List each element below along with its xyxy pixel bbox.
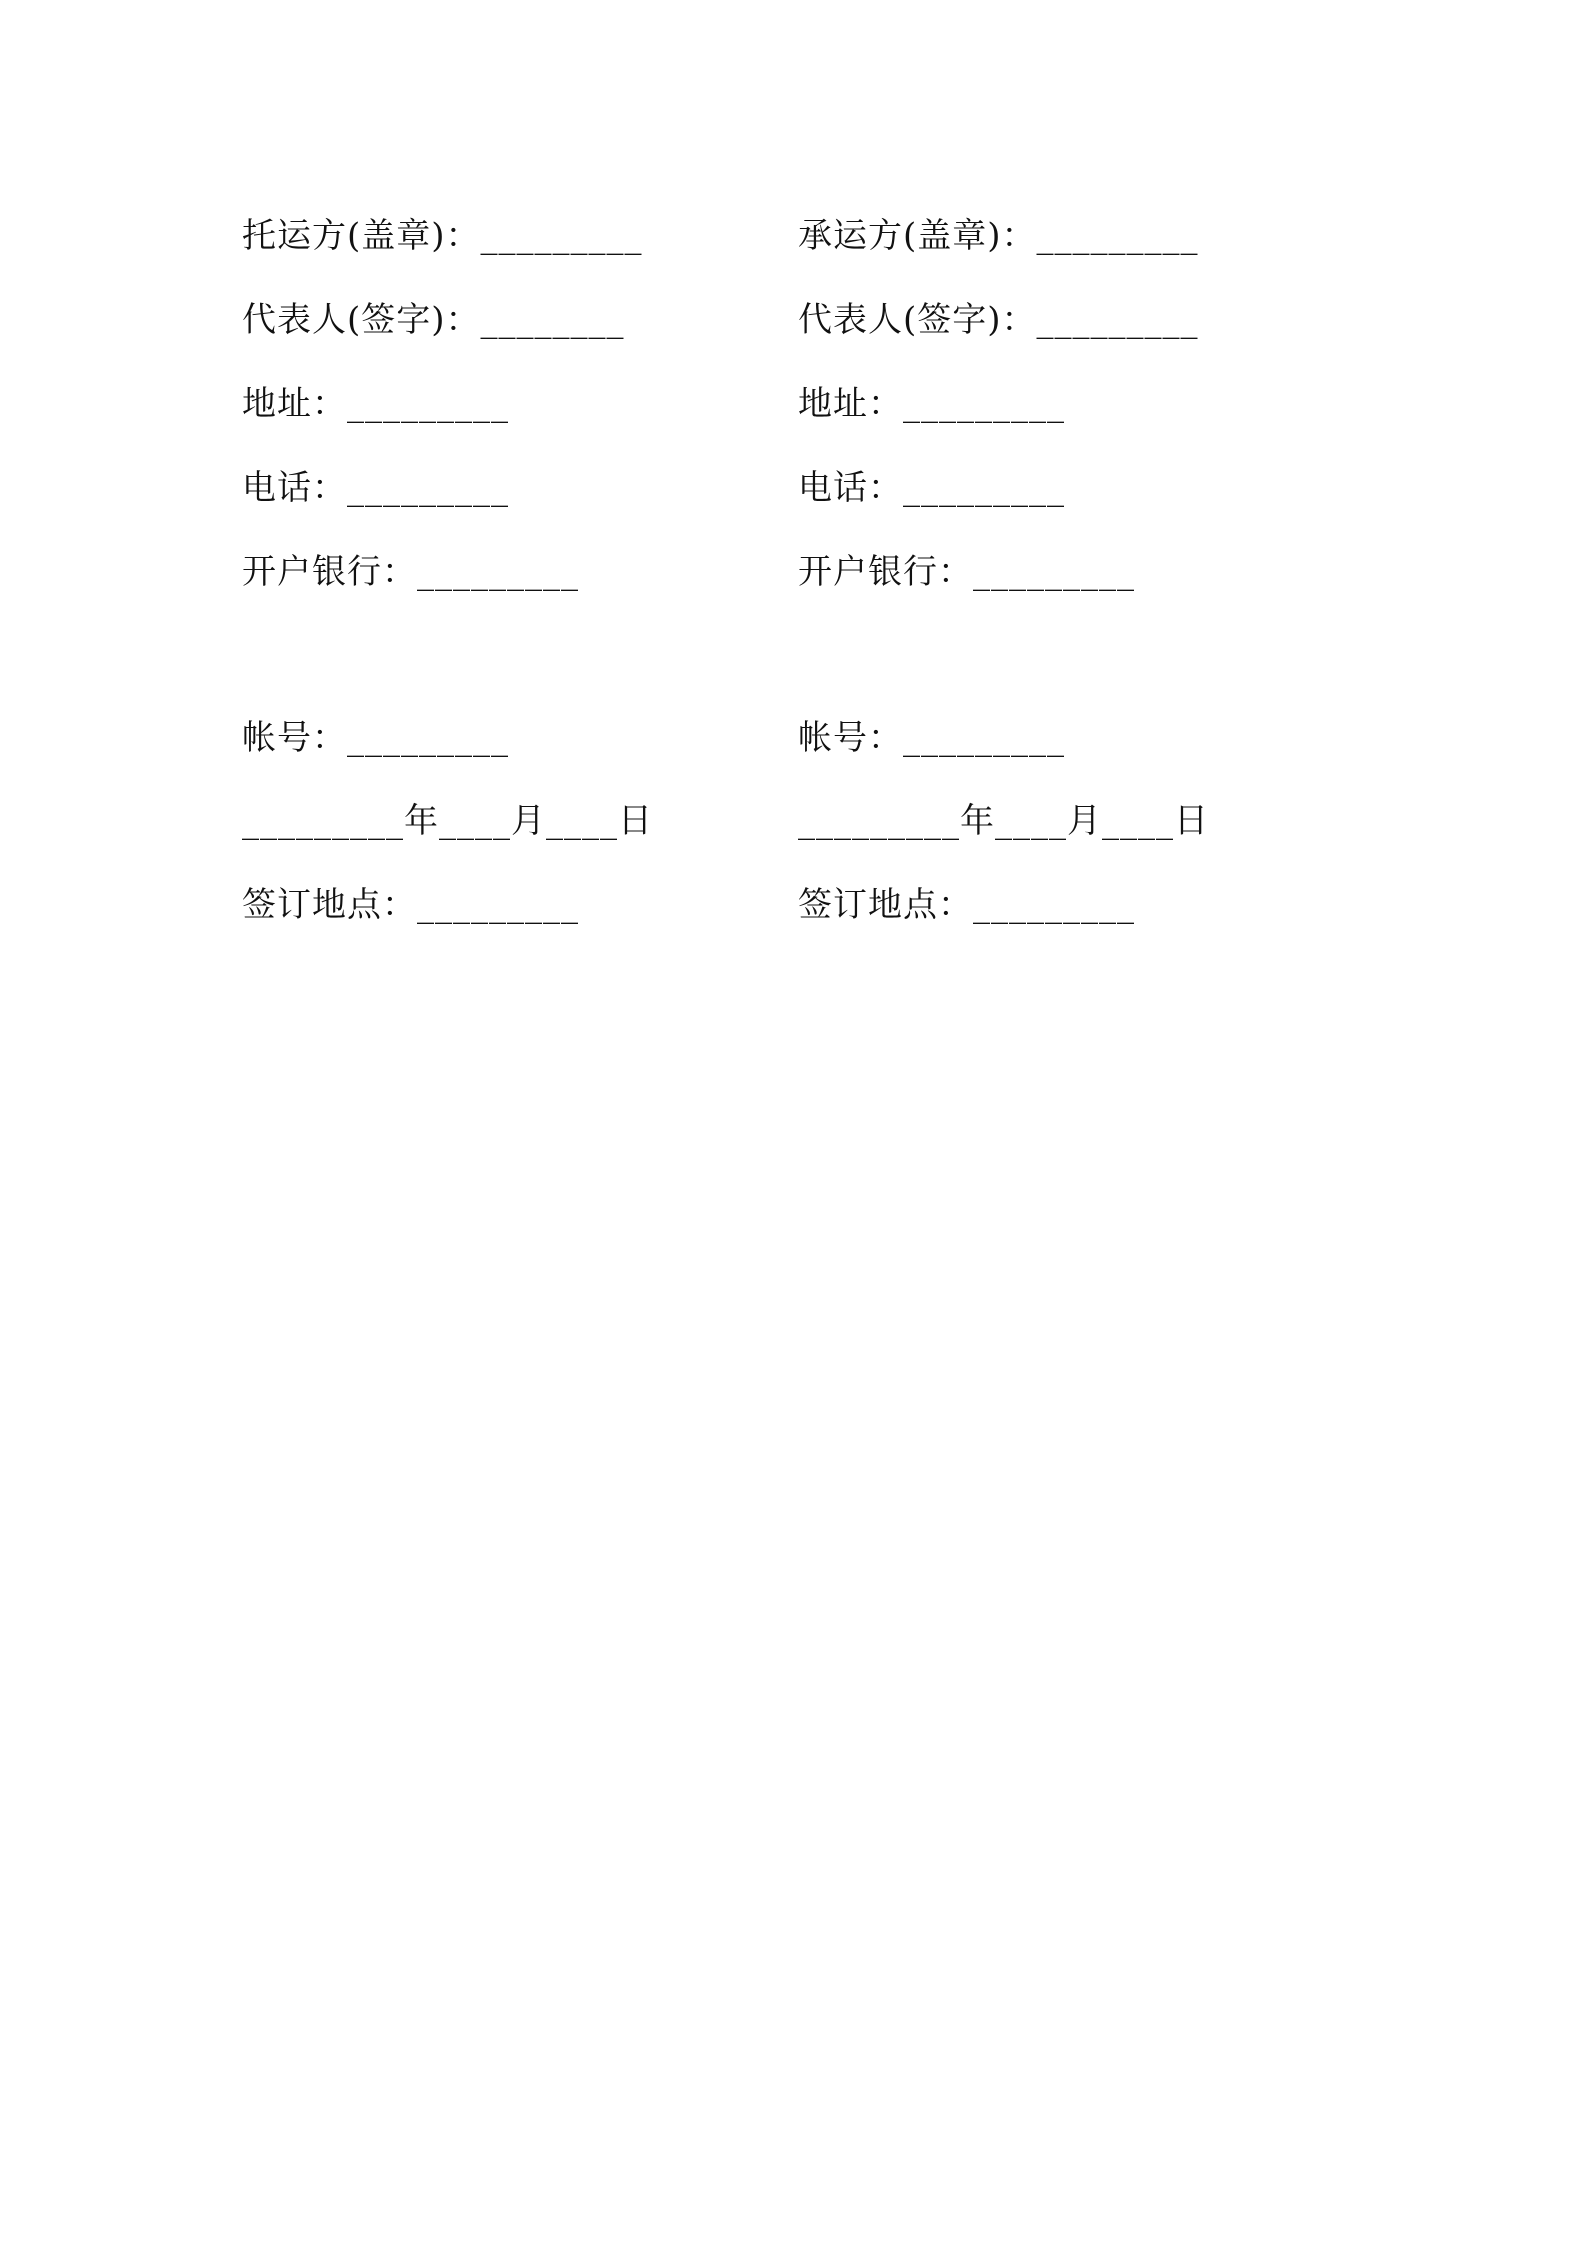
- carrier-bank-line: 开户银行：_________: [798, 552, 1135, 592]
- carrier-date-line: _________年____月____日: [798, 801, 1209, 841]
- shipper-account-line: 帐号：_________: [242, 718, 509, 758]
- shipper-address-line: 地址：_________: [242, 384, 509, 424]
- carrier-account-line: 帐号：_________: [798, 718, 1065, 758]
- shipper-representative-line: 代表人(签字)：________: [242, 300, 625, 340]
- carrier-seal-line: 承运方(盖章)：_________: [798, 216, 1199, 256]
- carrier-representative-line: 代表人(签字)：_________: [798, 300, 1199, 340]
- shipper-seal-line: 托运方(盖章)：_________: [242, 216, 643, 256]
- shipper-date-line: _________年____月____日: [242, 801, 653, 841]
- carrier-address-line: 地址：_________: [798, 384, 1065, 424]
- shipper-signing-place-line: 签订地点：_________: [242, 885, 579, 925]
- shipper-phone-line: 电话：_________: [242, 468, 509, 508]
- carrier-signing-place-line: 签订地点：_________: [798, 885, 1135, 925]
- shipper-bank-line: 开户银行：_________: [242, 552, 579, 592]
- carrier-phone-line: 电话：_________: [798, 468, 1065, 508]
